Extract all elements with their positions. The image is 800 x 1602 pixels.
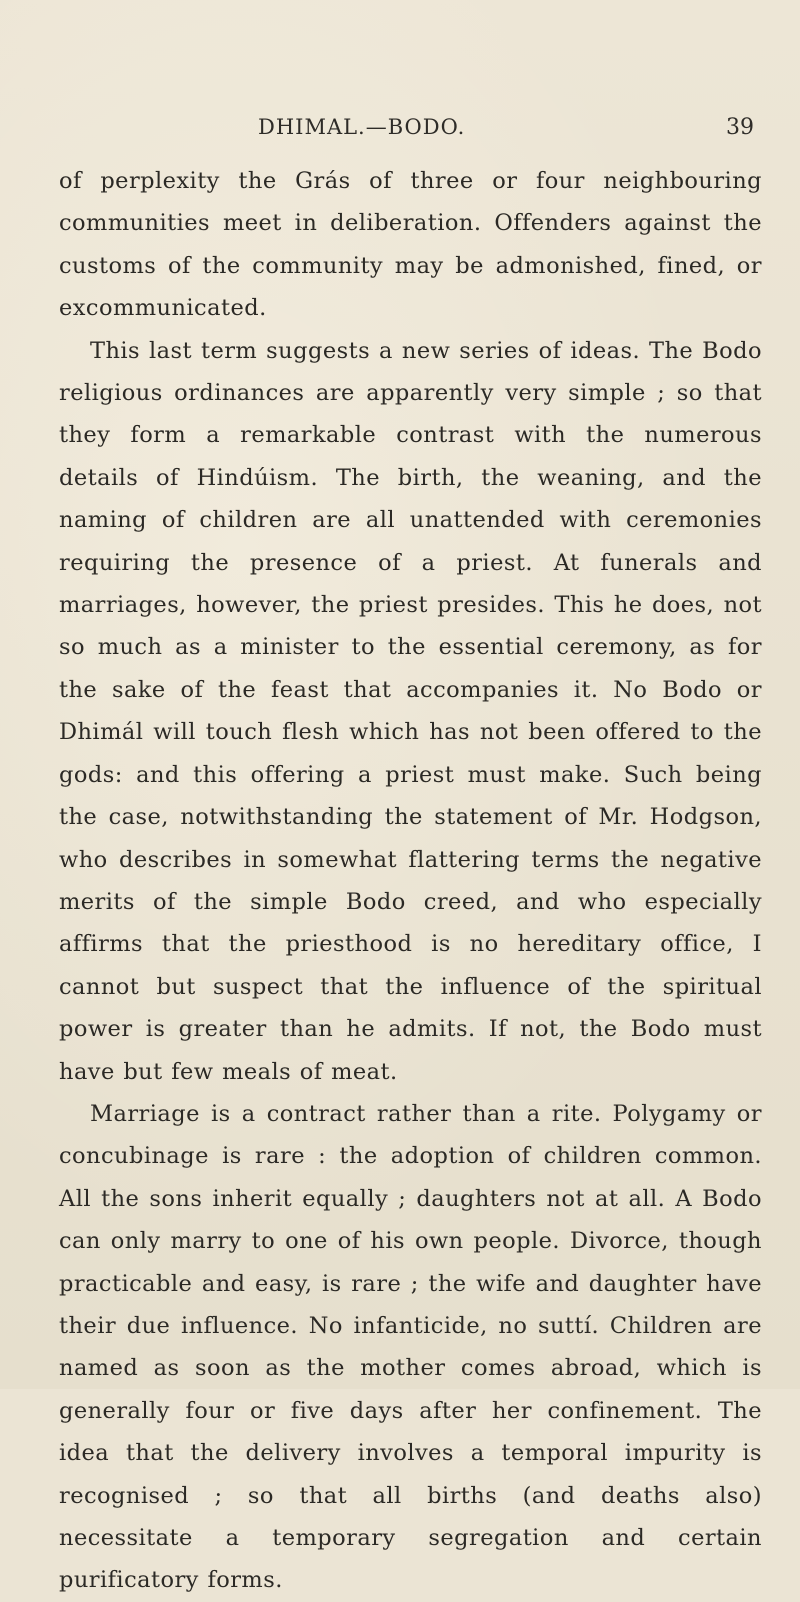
paragraph-2: This last term suggests a new series of ideas. The Bodo religious ordinances are apparently very simple ; so that they form a remarkable contrast with the numerous details of Hindúism. The birth, the weaning, and the naming of children are all unattended with ceremonies requiring the presence of a priest. At funerals and marriages, however, the priest presides. This he does, not so much as a minister to the essential ceremony, as for the sake of the feast that accompanies it. No Bodo or Dhimál will touch flesh which has not been offered to the gods: and this offering a priest must make. Such being the case, notwithstanding the statement of Mr. Hodgson, who describes in somewhat flattering terms the negative merits of the simple Bodo creed, and who especially affirms that the priesthood is no hereditary office, I cannot but suspect that the influence of the spiritual power is greater than he admits. If not, the Bodo must have but few meals of meat. xyxy=(59,337,762,1085)
body-text xyxy=(59,160,762,1602)
running-header xyxy=(0,115,800,145)
running-title: DHIMAL.—BODO. xyxy=(258,115,466,139)
paragraph-1: of perplexity the Grás of three or four neighbouring communities meet in deliberation. Offenders against the customs of the community may be admonished, fined, or excommunicated. xyxy=(59,168,762,322)
page-number: 39 xyxy=(726,115,754,140)
paragraph-3: Marriage is a contract rather than a rite. Polygamy or concubinage is rare : the adoption of children common. All the sons inherit equally ; daughters not at all. A Bodo can only marry to one of his own people. Divorce, though practicable and easy, is rare ; the wife and daughter have their due influence. No infanticide, no suttí. Children are named as soon as the mother comes abroad, which is generally four or five days after her confinement. The idea that the delivery involves a temporal impurity is recognised ; so that all births (and deaths also) necessitate a temporary segregation and certain purificatory forms. xyxy=(59,1100,762,1594)
